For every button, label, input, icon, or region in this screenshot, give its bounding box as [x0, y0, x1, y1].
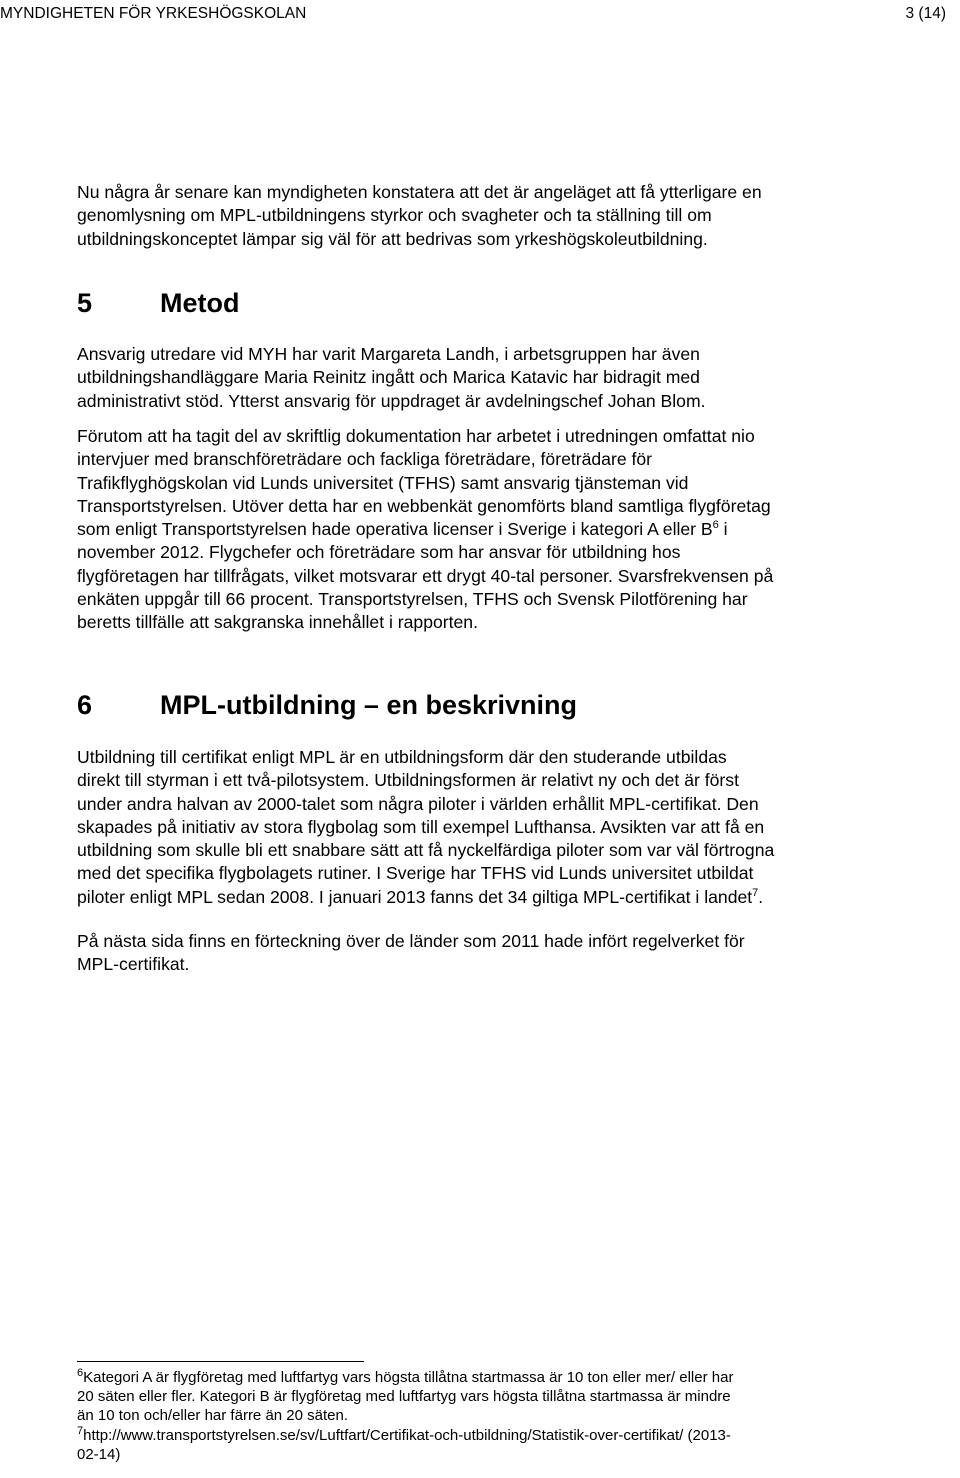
section-5-paragraph-2	[77, 425, 887, 635]
text-line: På nästa sida finns en förteckning över de länder som 2011 hade infört regelverket för	[77, 931, 745, 951]
text-line: Nu några år senare kan myndigheten konstatera att det är angeläget att få ytterligare en	[77, 182, 762, 202]
text-line: intervjuer med branschföreträdare och fackliga företrädare, företrädare för	[77, 449, 653, 470]
section-title: MPL-utbildning – en beskrivning	[160, 690, 578, 720]
footnotes	[77, 1368, 887, 1464]
text-line: Trafikflyghögskolan vid Lunds universitet (TFHS) samt ansvarig tjänsteman vid	[77, 472, 689, 493]
footnote-text: Kategori A är flygföretag med luftfartyg vars högsta tillåtna startmassa är 10 ton eller mer/ eller har	[83, 1369, 734, 1386]
section-number: 6	[77, 690, 93, 720]
footnote-reference-6[interactable]: 6	[712, 519, 719, 532]
footnote-text: än 10 ton och/eller har färre än 20 säten.	[77, 1407, 349, 1425]
footnote-mark: 6	[77, 1367, 84, 1379]
section-number: 5	[77, 288, 93, 318]
text-line: under andra halvan av 2000-talet som några piloter i världen erhållit MPL-certifikat. Den	[77, 793, 759, 814]
page-number: 3 (14)	[905, 5, 946, 22]
section-6-paragraph-1	[77, 746, 887, 909]
footnote-7	[77, 1426, 887, 1445]
section-6-paragraph-2	[77, 930, 887, 977]
text-segment: som enligt Transportstyrelsen hade operativa licenser i Sverige i kategori A eller B	[77, 519, 713, 540]
text-line: genomlysning om MPL-utbildningens styrkor och svagheter och ta ställning till om	[77, 205, 712, 226]
text-line: utbildningshandläggare Maria Reinitz ingått och Marica Katavic har bidragit med	[77, 367, 700, 388]
header-organization: MYNDIGHETEN FÖR YRKESHÖGSKOLAN	[0, 5, 307, 22]
section-5-heading	[77, 287, 887, 319]
footnote-link[interactable]: http://www.transportstyrelsen.se/sv/Luftfart/Certifikat-och-utbildning/Statistik-over-certifikat/ (2013-	[83, 1426, 731, 1444]
text-line: utbildningskonceptet lämpar sig väl för att bedrivas som yrkeshögskoleutbildning.	[77, 228, 708, 249]
text-line: beretts tillfälle att sakgranska innehållet i rapporten.	[77, 612, 478, 633]
text-segment: i	[718, 519, 728, 540]
text-line: MPL-certifikat.	[77, 954, 190, 975]
section-title: Metod	[160, 288, 240, 318]
text-line: skapades på initiativ av stora flygbolag som till exempel Lufthansa. Avsikten var att få en	[77, 816, 765, 837]
section-5-paragraph-1	[77, 343, 887, 413]
text-segment: piloter enligt MPL sedan 2008. I januari 2013 fanns det 34 giltiga MPL-certifikat i landet	[77, 886, 753, 907]
text-line: Ansvarig utredare vid MYH har varit Margareta Landh, i arbetsgruppen har även	[77, 344, 700, 364]
text-line: administrativt stöd. Ytterst ansvarig för uppdraget är avdelningschef Johan Blom.	[77, 390, 706, 411]
text-line: Förutom att ha tagit del av skriftlig dokumentation har arbetet i utredningen omfattat nio	[77, 426, 755, 446]
footnote-separator	[77, 1361, 364, 1362]
text-line: Transportstyrelsen. Utöver detta har en webbenkät genomförts bland samtliga flygföretag	[77, 495, 771, 516]
text-line: utbildning som skulle bli ett snabbare sätt att få nyckelfärdiga piloter som var väl förtrogna	[77, 840, 775, 861]
footnote-mark: 7	[77, 1424, 84, 1437]
text-line: flygföretagen har tillfrågats, vilket motsvarar ett drygt 40-tal personer. Svarsfrekvensen på	[77, 565, 774, 586]
text-line: november 2012. Flygchefer och företrädare som har ansvar för utbildning hos	[77, 542, 681, 563]
intro-paragraph	[77, 181, 887, 251]
footnote-text: 02-14)	[77, 1445, 121, 1463]
text-line: enkäten uppgår till 66 procent. Transportstyrelsen, TFHS och Svensk Pilotförening har	[77, 589, 748, 610]
footnote-6	[77, 1368, 887, 1387]
footnote-text: 20 säten eller fler. Kategori B är flygföretag med luftfartyg vars högsta tillåtna startmassa är mindre	[77, 1388, 731, 1406]
text-line: direkt till styrman i ett två-pilotsystem. Utbildningsformen är relativt ny och det är först	[77, 770, 739, 791]
text-line: med det specifika flygbolagets rutiner. I Sverige har TFHS vid Lunds universitet utbildat	[77, 863, 754, 884]
footnote-reference-7[interactable]: 7	[752, 886, 759, 899]
text-line	[77, 886, 887, 909]
text-line: Utbildning till certifikat enligt MPL är en utbildningsform där den studerande utbildas	[77, 747, 727, 767]
text-line	[77, 518, 887, 541]
page-header	[0, 4, 946, 24]
section-6-heading	[77, 689, 887, 721]
text-segment: .	[758, 886, 764, 907]
